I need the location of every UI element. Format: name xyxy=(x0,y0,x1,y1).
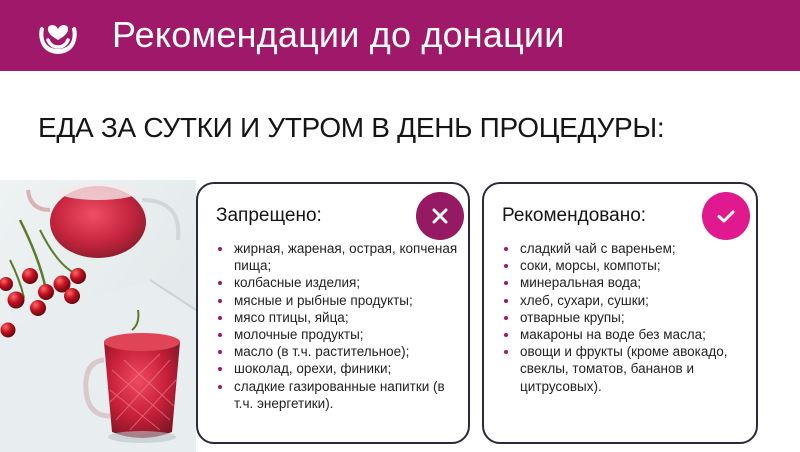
recommended-list xyxy=(498,240,746,395)
close-icon xyxy=(428,204,452,228)
recommended-title: Рекомендовано: xyxy=(502,205,647,226)
forbidden-badge xyxy=(416,192,464,240)
list-item: молочные продукты; xyxy=(212,326,458,343)
list-item: масло (в т.ч. растительное); xyxy=(212,343,458,360)
recommended-card xyxy=(482,182,758,444)
list-item: макароны на воде без масла; xyxy=(498,326,746,343)
list-item: отварные крупы; xyxy=(498,309,746,326)
recommended-badge xyxy=(702,192,750,240)
list-item: сладкий чай с вареньем; xyxy=(498,240,746,257)
list-item: шоколад, орехи, финики; xyxy=(212,360,458,377)
list-item: колбасные изделия; xyxy=(212,274,458,291)
section-heading: ЕДА ЗА СУТКИ И УТРОМ В ДЕНЬ ПРОЦЕДУРЫ: xyxy=(38,112,665,143)
list-item: хлеб, сухари, сушки; xyxy=(498,292,746,309)
list-item: минеральная вода; xyxy=(498,274,746,291)
page-title: Рекомендации до донации xyxy=(112,14,565,55)
list-item: сладкие газированные напитки (в т.ч. энергетики). xyxy=(212,378,458,412)
tea-cherries-photo xyxy=(0,180,196,452)
list-item: овощи и фрукты (кроме авокадо, свеклы, томатов, бананов и цитрусовых). xyxy=(498,343,746,395)
list-item: жирная, жареная, острая, копченая пища; xyxy=(212,240,458,274)
header-bar xyxy=(0,0,800,71)
forbidden-card xyxy=(196,182,470,444)
list-item: мясные и рыбные продукты; xyxy=(212,292,458,309)
check-icon xyxy=(714,204,738,228)
forbidden-list xyxy=(212,240,458,412)
forbidden-title: Запрещено: xyxy=(216,205,322,226)
list-item: мясо птицы, яйца; xyxy=(212,309,458,326)
heart-hands-icon xyxy=(36,14,80,58)
list-item: соки, морсы, компоты; xyxy=(498,257,746,274)
